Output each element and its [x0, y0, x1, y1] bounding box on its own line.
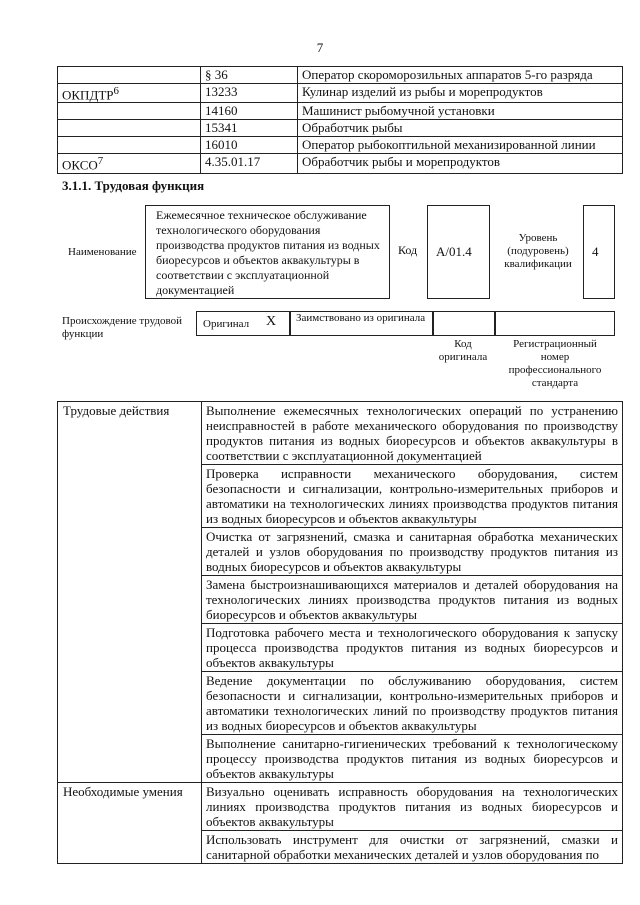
code-title: Обработчик рыбы: [298, 120, 623, 137]
qualification-level: 4: [592, 244, 599, 259]
code-value: 16010: [201, 137, 298, 154]
function-code: A/01.4: [436, 244, 472, 259]
level-label: Уровень (подуровень) квалификации: [504, 232, 572, 270]
function-name: Ежемесячное техническое обслуживание технологического оборудования производства продуктов питания из водных биоресурсов и объектов аквакультуры в соответствии с эксплуатационной документацией: [156, 208, 380, 297]
code-category: [58, 154, 201, 173]
code-original-label: Код оригинала: [438, 338, 488, 363]
task-text: Очистка от загрязнений, смазка и санитарная обработка механических деталей и узлов оборудования по производству продуктов питания из водных биоресурсов и объектов аквакультуры: [202, 528, 623, 576]
tasks-table: [57, 401, 623, 864]
category-name: ОКПДТР: [62, 87, 114, 103]
codes-table: [57, 66, 623, 174]
origin-code-box: [432, 311, 496, 336]
original-label: Оригинал: [203, 318, 250, 330]
table-row: [58, 783, 623, 831]
code-value: 13233: [201, 84, 298, 103]
code-title: Оператор скороморозильных аппаратов 5-го разряда: [298, 67, 623, 84]
table-row: [58, 154, 623, 173]
code-title: Оператор рыбокоптильной механизированной линии: [298, 137, 623, 154]
origin-label: Происхождение трудовой функции: [62, 315, 183, 340]
code-category: [58, 67, 201, 84]
reg-number-label: Регистрационный номер профессионального стандарта: [508, 338, 602, 389]
footnote-ref: 7: [97, 155, 104, 168]
code-title: Машинист рыбомучной установки: [298, 103, 623, 120]
code-category: [58, 103, 201, 120]
task-category: Трудовые действия: [58, 402, 202, 783]
code-title: Кулинар изделий из рыбы и морепродуктов: [298, 84, 623, 103]
table-row: [58, 67, 623, 84]
task-text: Замена быстроизнашивающихся материалов и деталей оборудования на технологических линиях производства продуктов питания из водных биоресурсов и объектов аквакультуры: [202, 576, 623, 624]
code-category: [58, 120, 201, 137]
task-text: Проверка исправности механического оборудования, систем безопасности и сигнализации, контрольно-измерительных приборов и автоматики на технологических линиях производства продуктов питания из водных биоресурсов и объектов аквакультуры: [202, 465, 623, 528]
task-text: Выполнение ежемесячных технологических операций по устранению неисправностей в работе механического оборудования по производству продуктов питания из водных биоресурсов и объектов аквакультуры в соответствии с эксплуатационной документацией: [202, 402, 623, 465]
table-row: [58, 84, 623, 103]
task-text: Визуально оценивать исправность оборудования на технологических линиях производства продуктов питания из водных биоресурсов и объектов аквакультуры: [202, 783, 623, 831]
table-row: [58, 103, 623, 120]
task-text: Ведение документации по обслуживанию оборудования, систем безопасности и сигнализации, контрольно-измерительных приборов и автоматики технологических линий по производству продуктов питания из водных биоресурсов и объектов аквакультуры: [202, 672, 623, 735]
borrowed-label: Заимствовано из оригинала: [296, 312, 426, 324]
task-text: Использовать инструмент для очистки от загрязнений, смазки и санитарной обработки механических деталей и узлов оборудования по: [202, 831, 623, 864]
code-value: 14160: [201, 103, 298, 120]
table-row: [58, 120, 623, 137]
code-category: [58, 84, 201, 103]
code-value: § 36: [201, 67, 298, 84]
page-number: 7: [316, 40, 324, 55]
task-category: Необходимые умения: [58, 783, 202, 864]
code-category: [58, 137, 201, 154]
name-label: Наименование: [68, 246, 137, 258]
category-name: ОКСО: [62, 157, 98, 173]
code-value: 4.35.01.17: [201, 154, 298, 173]
code-title: Обработчик рыбы и морепродуктов: [298, 154, 623, 173]
origin-reg-box: [494, 311, 615, 336]
task-text: Подготовка рабочего места и технологического оборудования к запуску процесса производства продуктов питания из водных биоресурсов и объектов аквакультуры: [202, 624, 623, 672]
table-row: [58, 402, 623, 465]
section-title: 3.1.1. Трудовая функция: [62, 178, 205, 193]
original-mark: X: [266, 314, 277, 329]
code-value: 15341: [201, 120, 298, 137]
code-label: Код: [398, 243, 418, 257]
task-text: Выполнение санитарно-гигиенических требований к технологическому процессу производства продуктов питания из водных биоресурсов и объектов аквакультуры: [202, 735, 623, 783]
level-box: [583, 205, 615, 299]
table-row: [58, 137, 623, 154]
footnote-ref: 6: [113, 85, 119, 97]
